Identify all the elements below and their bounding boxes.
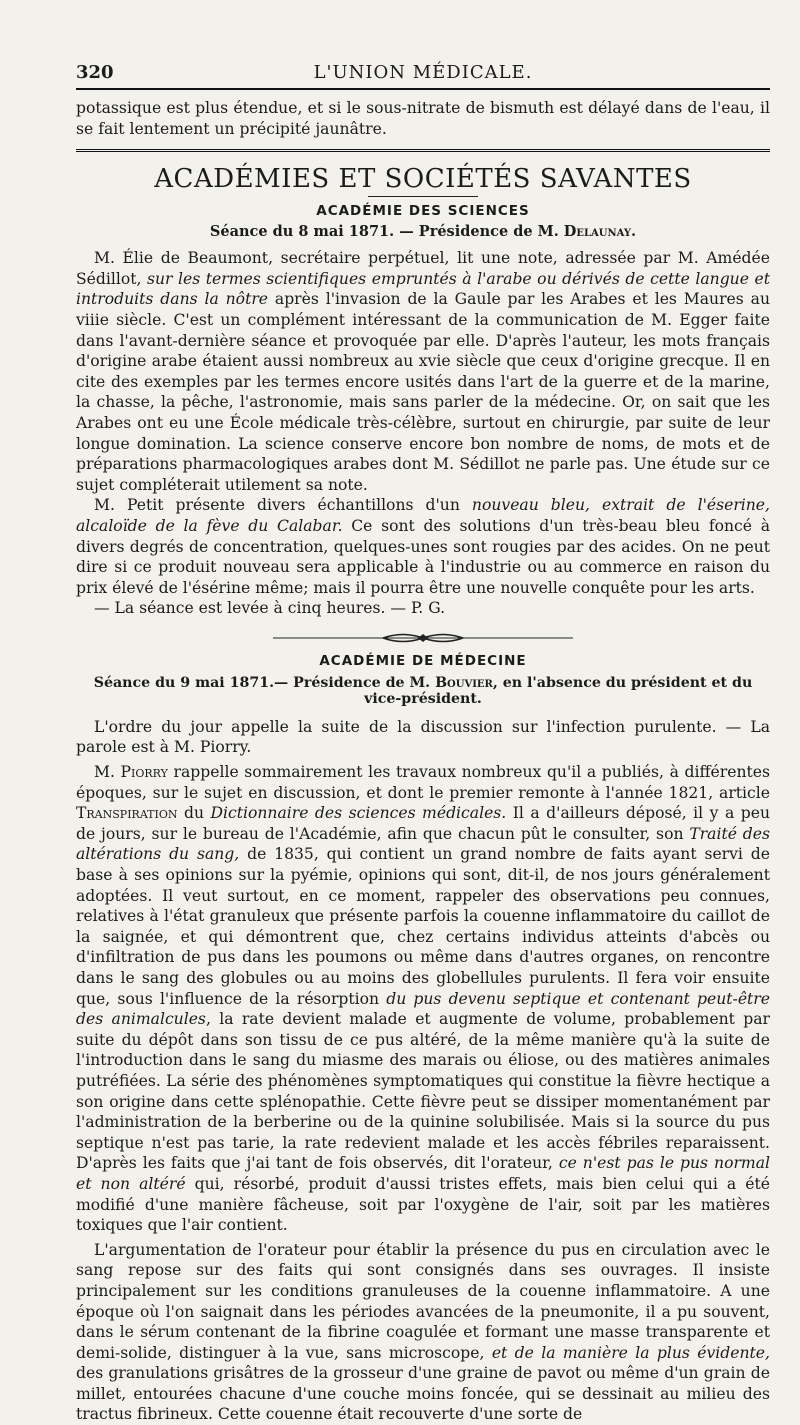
- p2-title: nouveau bleu, extrait de l'éserine, alcaloïde de la fève du Calabar.: [76, 496, 770, 535]
- medecine-paragraph-2: [76, 762, 770, 1236]
- p1-title: sur les termes scientifiques empruntés à l'arabe ou dérivés de cette langue et introduits dans la nôtre: [76, 269, 770, 309]
- p2-text-c: Il a d'ailleurs déposé, il y a peu de jours, sur le bureau de l'Académie, afin que chacun pût le consulter, son: [76, 804, 770, 843]
- academie-medecine-title: ACADÉMIE DE MÉDECINE: [319, 652, 527, 669]
- section-double-rule: [76, 149, 770, 154]
- journal-title: L'UNION MÉDICALE.: [313, 62, 533, 83]
- ornament-divider-icon: [273, 631, 573, 645]
- academie-sciences-title: ACADÉMIE DES SCIENCES: [316, 203, 530, 220]
- medecine-paragraph-3: [76, 1240, 770, 1425]
- medecine-paragraph-1: L'ordre du jour appelle la suite de la discussion sur l'infection purulente. — La parole est à M. Piorry.: [76, 717, 770, 757]
- medecine-president: Bouvier: [435, 674, 493, 691]
- p2-article: Transpiration: [76, 804, 178, 823]
- page-number: 320: [76, 62, 114, 83]
- medecine-session-b: , en l'absence du président et du vice-président.: [364, 674, 753, 707]
- running-head: [76, 58, 770, 88]
- sciences-paragraph-1: [76, 248, 770, 495]
- p3-emphasis: et de la manière la plus évidente,: [491, 1343, 770, 1362]
- section-title: ACADÉMIES ET SOCIÉTÉS SAVANTES: [154, 164, 692, 195]
- p2-text-f: qui, résorbé, produit d'aussi tristes effets, mais bien celui qui a été modifié d'une manière fâcheuse, soit par l'oxygène de l'air, soit par les matières toxiques que l'air contient.: [76, 1174, 770, 1235]
- p2-text-d: de 1835, qui contient un grand nombre de faits ayant servi de base à ses opinions sur la pyémie, opinions qui sont, dit-il, de nos jours généralement adoptées. Il veut surtout, en ce moment, rappeler des observations peu connues, relatives à l'état granuleux que présente parfois la couenne inflammatoire du caillot de la saignée, et qui démontrent que, chez certains individus atteints d'abcès ou d'infiltration de pus dans les poumons ou même dans d'autres organes, on rencontre dans le sang des globules ou au moins des globellules purulents. Il fera voir ensuite que, sous l'influence de la résorption: [76, 845, 770, 1008]
- p2-pus: du pus devenu septique et contenant peut-être des animalcules: [76, 989, 770, 1029]
- p2-text-a: rappelle sommairement les travaux nombreux qu'il a publiés, à différentes époques, sur le sujet en discussion, et dont le premier remonte à l'année 1821, article: [76, 763, 771, 802]
- p1-lead: M. Élie de Beaumont, secrétaire perpétuel, lit une note, adressée par M. Amédée Sédillot,: [76, 249, 770, 288]
- p2-traite: Traité des altérations du sang,: [76, 824, 770, 864]
- p2-text-b: du: [177, 804, 211, 823]
- medecine-session-a: Séance du 9 mai 1871.— Présidence de M.: [93, 674, 436, 691]
- page: [76, 58, 770, 1425]
- section-title-rule: [368, 196, 478, 197]
- carryover-paragraph: potassique est plus étendue, et si le sous-nitrate de bismuth est délayé dans de l'eau, il se fait lentement un précipité jaunâtre.: [76, 99, 770, 138]
- p2-dictionary: Dictionnaire des sciences médicales.: [210, 804, 507, 823]
- sciences-president: Delaunay.: [563, 223, 637, 241]
- header-rule: [76, 88, 770, 90]
- medecine-session-line: [76, 675, 770, 707]
- sciences-session-line: [76, 223, 770, 240]
- p3-text-b: des granulations grisâtres de la grosseur d'une graine de pavot ou même d'un grain de millet, entourées chacune d'une couche moins foncée, qui se dessinait au milieu des tractus fibrineux. Cette couenne était recouverte d'une sorte de: [76, 1364, 770, 1424]
- sciences-signoff: — La séance est levée à cinq heures. — P. G.: [94, 599, 446, 618]
- sciences-session-text: Séance du 8 mai 1871. — Présidence de M.: [209, 223, 564, 241]
- p2-text-e: , la rate devient malade et augmente de volume, probablement par suite du dépôt dans son tissu de ce pus altéré, de la même manière qu'à la suite de l'introduction dans le sang du miasme des marais ou éliose, ou des matières animales putréfiées. La série des phénomènes symptomatiques qui constitue la fièvre hectique a son origine dans cette splénopathie. Cette fièvre peut se dissiper momentanément par l'administration de la berberine ou de la quinine solubilisée. Mais si la source du pus septique n'est pas tarie, la rate redevient malade et les accès fébriles reparaissent. D'après les faits que j'ai tant de fois observés, dit l'orateur,: [76, 1010, 770, 1173]
- p1-rest: après l'invasion de la Gaule par les Arabes et les Maures au viiie siècle. C'est un complément intéressant de la communication de M. Egger faite dans l'avant-dernière séance et provoquée par elle. D'après l'auteur, les mots français d'origine arabe étaient aussi nombreux au xvie siècle que ceux d'origine grecque. Il en cite des exemples par les termes encore usités dans l'art de la guerre et de la marine, la chasse, la pêche, l'astronomie, mais sans parler de la médecine. Or, on sait que les Arabes ont eu une École médicale très-célèbre, surtout en chirurgie, par suite de leur longue domination. La science conserve encore bon nombre de noms, de mots et de préparations pharmacologiques arabes dont M. Sédillot ne parle pas. Une étude sur ce sujet compléterait utilement sa note.: [76, 290, 770, 494]
- p2-lead: M. Petit présente divers échantillons d'un: [94, 496, 472, 515]
- p3-text-a: L'argumentation de l'orateur pour établir la présence du pus en circulation avec le sang repose sur des faits qui sont consignés dans ses ouvrages. Il insiste principalement sur les conditions granuleuses de la couenne inflammatoire. A une époque où l'on saignait dans les périodes avancées de la pneumonite, il a pu souvent, dans le sérum contenant de la fibrine coagulée et formant une masse transparente et demi-solide, distinguer à la vue, sans microscope,: [76, 1240, 770, 1362]
- ornament-divider: [76, 631, 770, 645]
- p2-speaker: M. Piorry: [94, 763, 168, 782]
- p2-rest: Ce sont des solutions d'un très-beau bleu foncé à divers degrés de concentration, quelques-unes sont rougies par des acides. On ne peut dire si ce produit nouveau sera applicable à l'industrie ou au commerce en raison du prix élevé de l'ésérine même; mais il pourra être une nouvelle conquête pour les arts.: [76, 516, 771, 597]
- sciences-paragraph-2: [76, 495, 770, 598]
- p2-quote: ce n'est pas le pus normal et non altéré: [76, 1154, 770, 1193]
